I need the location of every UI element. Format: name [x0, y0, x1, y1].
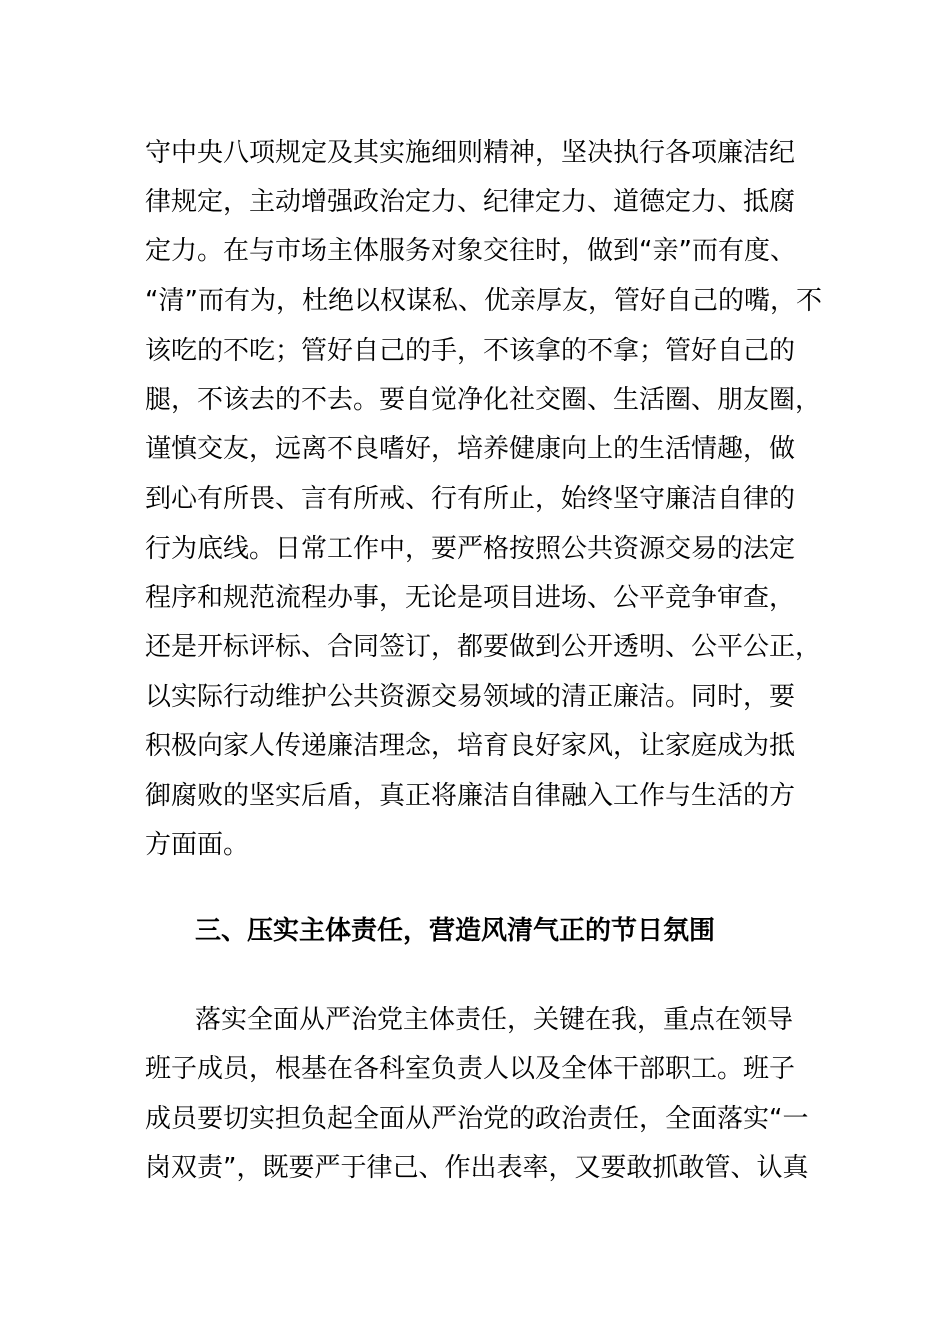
- body-text-line: 行为底线。日常工作中，要严格按照公共资源交易的法定: [145, 534, 796, 564]
- body-text-line: 以实际行动维护公共资源交易领域的清正廉洁。同时，要: [145, 682, 796, 712]
- body-text-line: 定力。在与市场主体服务对象交往时，做到“亲”而有度、: [145, 236, 796, 266]
- body-text-line: 到心有所畏、言有所戒、行有所止，始终坚守廉洁自律的: [145, 484, 796, 514]
- body-text-line: 守中央八项规定及其实施细则精神，坚决执行各项廉洁纪: [145, 138, 796, 168]
- body-text-line: 积极向家人传递廉洁理念，培育良好家风，让家庭成为抵: [145, 731, 796, 761]
- body-text-line: 律规定，主动增强政治定力、纪律定力、道德定力、抵腐: [145, 187, 796, 217]
- body-text-line: 御腐败的坚实后盾，真正将廉洁自律融入工作与生活的方: [145, 781, 796, 811]
- body-text-line: 成员要切实担负起全面从严治党的政治责任，全面落实“一: [145, 1104, 809, 1134]
- body-text-line: 落实全面从严治党主体责任，关键在我，重点在领导: [195, 1005, 794, 1035]
- body-text-line: 腿，不该去的不去。要自觉净化社交圈、生活圈、朋友圈，: [145, 385, 822, 415]
- body-text-line: 班子成员，根基在各科室负责人以及全体干部职工。班子: [145, 1054, 796, 1084]
- body-text-line: 程序和规范流程办事，无论是项目进场、公平竞争审查，: [145, 583, 796, 613]
- section-heading: 三、压实主体责任，营造风清气正的节日氛围: [195, 916, 716, 946]
- body-text-line: 岗双责”，既要严于律己、作出表率，又要敢抓敢管、认真: [145, 1153, 809, 1183]
- body-text-line: 谨慎交友，远离不良嗜好，培养健康向上的生活情趣，做: [145, 434, 796, 464]
- body-text-line: 该吃的不吃；管好自己的手，不该拿的不拿；管好自己的: [145, 336, 796, 366]
- body-text-line: 还是开标评标、合同签订，都要做到公开透明、公平公正，: [145, 632, 822, 662]
- body-text-line: 方面面。: [145, 830, 250, 860]
- body-text-line: “清”而有为，杜绝以权谋私、优亲厚友，管好自己的嘴，不: [145, 286, 822, 316]
